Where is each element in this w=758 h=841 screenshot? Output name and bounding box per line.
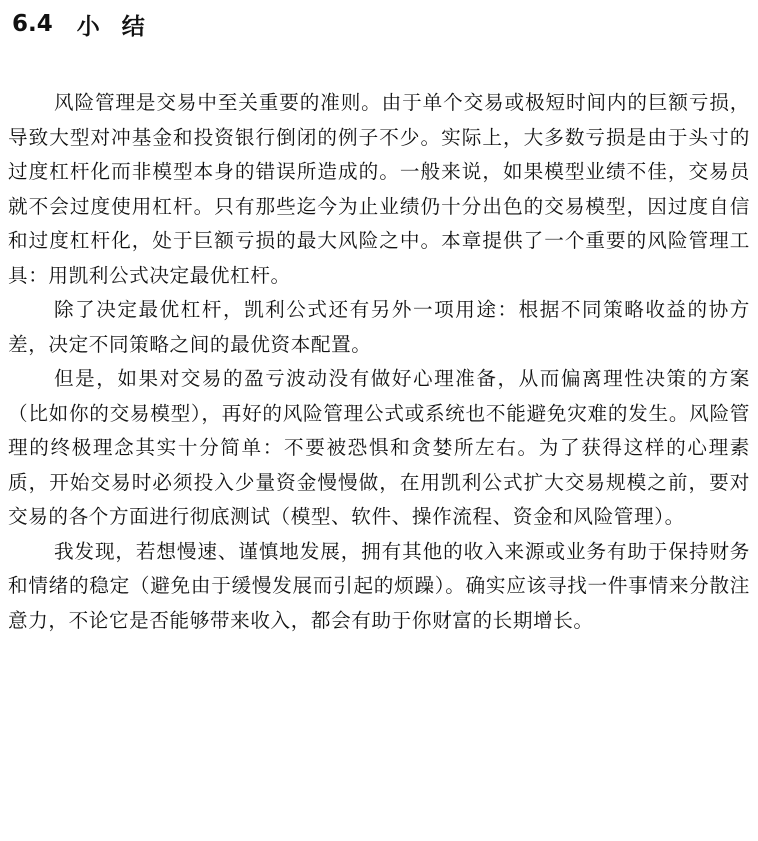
paragraph-1: 风险管理是交易中至关重要的准则。由于单个交易或极短时间内的巨额亏损，导致大型对冲基金和投资银行倒闭的例子不少。实际上，大多数亏损是由于头寸的过度杠杆化而非模型本身的错误所造成的。一般来说，如果模型业绩不佳，交易员就不会过度使用杠杆。只有那些迄今为止业绩仍十分出色的交易模型，因过度自信和过度杠杆化，处于巨额亏损的最大风险之中。本章提供了一个重要的风险管理工具：用凯利公式决定最优杠杆。 xyxy=(8,91,750,287)
paragraph-3: 但是，如果对交易的盈亏波动没有做好心理准备，从而偏离理性决策的方案（比如你的交易模型），再好的风险管理公式或系统也不能避免灾难的发生。风险管理的终极理念其实十分简单：不要被恐惧和贪婪所左右。为了获得这样的心理素质，开始交易时必须投入少量资金慢慢做，在用凯利公式扩大交易规模之前，要对交易的各个方面进行彻底测试（模型、软件、操作流程、资金和风险管理）。 xyxy=(8,367,750,528)
paragraph-4: 我发现，若想慢速、谨慎地发展，拥有其他的收入来源或业务有助于保持财务和情绪的稳定（避免由于缓慢发展而引起的烦躁）。确实应该寻找一件事情来分散注意力，不论它是否能够带来收入，都会有助于你财富的长期增长。 xyxy=(8,539,750,632)
section-title: 小结 xyxy=(76,13,167,40)
section-body xyxy=(8,86,750,638)
section-heading xyxy=(12,6,167,42)
section-number: 6.4 xyxy=(12,11,53,37)
paragraph-2: 除了决定最优杠杆，凯利公式还有另外一项用途：根据不同策略收益的协方差，决定不同策略之间的最优资本配置。 xyxy=(8,298,750,356)
